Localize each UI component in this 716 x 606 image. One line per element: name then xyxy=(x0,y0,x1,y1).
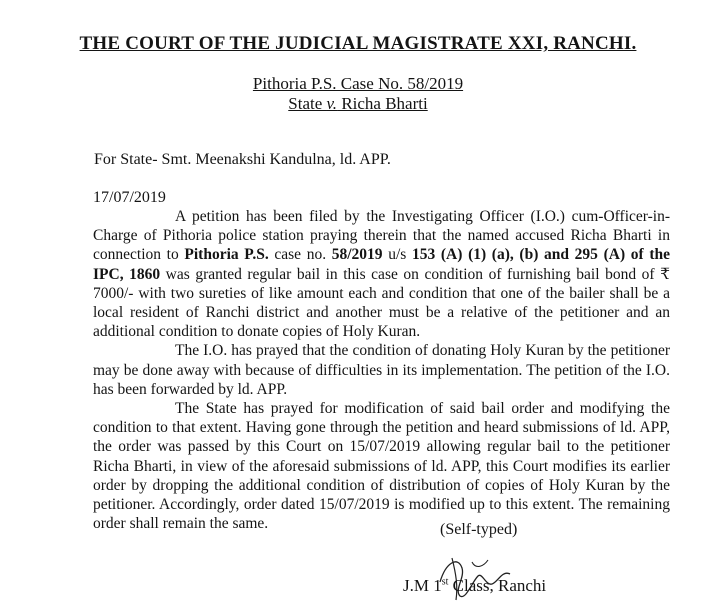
parties-versus: v. xyxy=(326,94,338,113)
self-typed-note: (Self-typed) xyxy=(440,521,518,538)
court-title: THE COURT OF THE JUDICIAL MAGISTRATE XXI, RANCHI. xyxy=(79,33,637,54)
order-date: 17/07/2019 xyxy=(93,189,166,206)
parties-suffix: Richa Bharti xyxy=(337,94,428,113)
case-number: Pithoria P.S. Case No. 58/2019 xyxy=(252,74,464,93)
order-body xyxy=(93,207,670,533)
order-paragraph-2: The I.O. has prayed that the condition of donating Holy Kuran by the petitioner may be done away with because of difficulties in its implementation. The petition of the I.O. has been forwarded by ld. APP. xyxy=(93,342,670,398)
order-paragraph-3: The State has prayed for modification of said bail order and modifying the condition to that extent. Having gone through the petition and heard submissions of ld. APP, the order was passed by this Court on 15/07/2019 allowing regular bail to the petitioner Richa Bharti, in view of the aforesaid submissions of ld. APP, this Court modifies its earlier order by dropping the additional condition of distribution of copies of Holy Kuran by the petitioner. Accordingly, order dated 15/07/2019 is modified up to this extent. The remaining order shall remain the same. xyxy=(93,400,670,533)
parties-prefix: State xyxy=(288,94,327,113)
case-parties xyxy=(0,94,716,114)
state-counsel-appearance: For State- Smt. Meenakshi Kandulna, ld. APP. xyxy=(94,151,391,168)
order-paragraph-1: A petition has been filed by the Investigating Officer (I.O.) cum-Officer-in-Charge of Pithoria police station praying therein that the named accused Richa Bharti in connection to Pithoria P.S. case no. 58/2019 u/s 153 (A) (1) (a), (b) and 295 (A) of the IPC, 1860 was granted regular bail in this case on condition of furnishing bail bond of ₹ 7000/- with two sureties of like amount each and condition that one of the bailer shall be a local resident of Ranchi district and another must be a relative of the petitioner and an additional condition to donate copies of Holy Kuran. xyxy=(93,208,670,341)
magistrate-designation: J.M 1st Class, Ranchi xyxy=(403,576,547,595)
